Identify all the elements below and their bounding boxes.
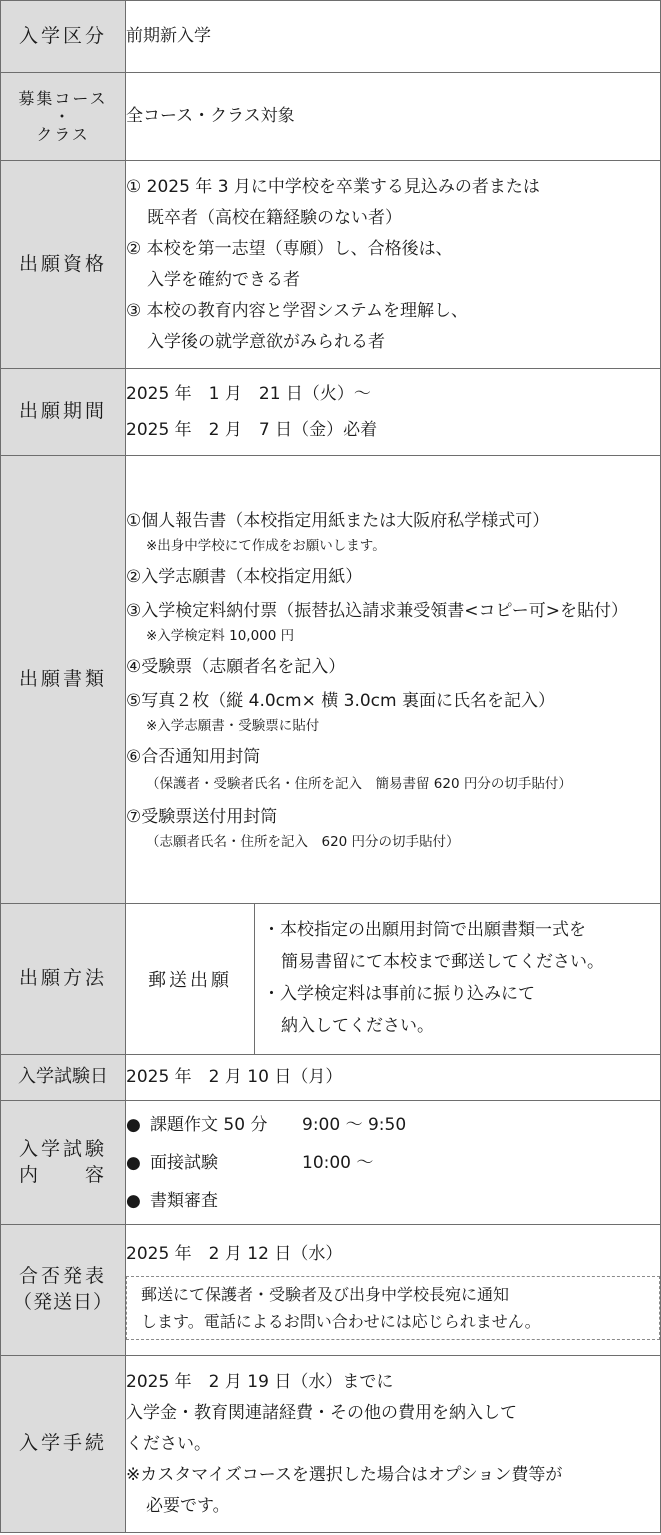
method-note-1-line2: 簡易書留にて本校まで郵送してください。	[281, 952, 604, 972]
course-label-line2: ・	[53, 106, 72, 126]
result-label	[1, 1225, 126, 1356]
documents-value	[126, 456, 661, 904]
document-item-6-text: ⑥合否通知用封筒	[126, 746, 261, 767]
method-label: 出願方法	[1, 904, 126, 1055]
document-item-2	[126, 563, 660, 591]
document-item-5	[126, 687, 660, 737]
row-admission-type	[1, 1, 661, 73]
result-label-line1: 合否発表	[18, 1265, 107, 1288]
row-method	[1, 904, 661, 1055]
bullet-icon: ●	[126, 1152, 141, 1173]
admission-type-label: 入学区分	[1, 1, 126, 73]
row-result	[1, 1225, 661, 1356]
procedure-label: 入学手続	[1, 1356, 126, 1533]
document-item-2-text: ②入学志願書（本校指定用紙）	[126, 566, 363, 587]
result-label-line2: （発送日）	[12, 1291, 113, 1313]
qualification-item-1	[126, 172, 660, 234]
period-line1: 2025 年 1 月 21 日（火）～	[126, 384, 371, 404]
document-item-5-note: ※入学志願書・受験票に貼付	[146, 717, 320, 734]
document-item-5-text: ⑤写真２枚（縦 4.0cm× 横 3.0cm 裏面に氏名を記入）	[126, 690, 555, 711]
document-item-7-note: （志願者氏名・住所を記入 620 円分の切手貼付）	[146, 833, 460, 850]
method-sub-label: 郵送出願	[126, 904, 255, 1054]
document-item-1-text: ①個人報告書（本校指定用紙または大阪府私学様式可）	[126, 510, 550, 531]
procedure-line1: 2025 年 2 月 19 日（水）までに	[126, 1371, 394, 1392]
exam-item-2-name: 面接試験	[150, 1152, 218, 1173]
row-documents	[1, 456, 661, 904]
method-note-2-line2: 納入してください。	[281, 1016, 434, 1036]
result-notice-box	[126, 1276, 660, 1340]
document-item-1	[126, 507, 660, 557]
procedure-line5: 必要です。	[146, 1495, 230, 1516]
exam-date-label: 入学試験日	[1, 1055, 126, 1101]
document-item-6	[126, 743, 660, 797]
exam-content-value	[126, 1101, 661, 1225]
qualification-item-3-line2: 入学後の就学意欲がみられる者	[147, 331, 385, 352]
row-qualification	[1, 161, 661, 369]
qualification-item-1-line1: ① 2025 年 3 月に中学校を卒業する見込みの者または	[126, 176, 540, 197]
course-label-line3: クラス	[36, 124, 90, 144]
exam-item-3	[126, 1182, 660, 1220]
result-value	[126, 1225, 661, 1356]
procedure-line2: 入学金・教育関連諸経費・その他の費用を納入して	[126, 1402, 517, 1423]
method-note-1-line1: ・本校指定の出願用封筒で出願書類一式を	[263, 920, 586, 940]
method-value	[126, 904, 661, 1055]
exam-item-1-name: 課題作文 50 分	[150, 1114, 268, 1135]
qualification-label: 出願資格	[1, 161, 126, 369]
period-value	[126, 369, 661, 456]
procedure-line4: ※カスタマイズコースを選択した場合はオプション費等が	[126, 1464, 563, 1485]
exam-date-value: 2025 年 2 月 10 日（月）	[126, 1055, 661, 1101]
admission-type-value: 前期新入学	[126, 1, 661, 73]
qualification-item-2-line2: 入学を確約できる者	[147, 269, 300, 290]
document-item-3-text: ③入学検定料納付票（振替払込請求兼受領書<コピー可>を貼付）	[126, 600, 629, 621]
qualification-item-2	[126, 234, 660, 296]
qualification-item-2-line1: ② 本校を第一志望（専願）し、合格後は、	[126, 238, 453, 259]
period-line2: 2025 年 2 月 7 日（金）必着	[126, 420, 378, 440]
document-item-1-note: ※出身中学校にて作成をお願いします。	[146, 537, 386, 554]
document-item-4	[126, 653, 660, 681]
exam-item-2	[126, 1144, 660, 1182]
row-course	[1, 73, 661, 161]
exam-content-label-line1: 入学試験	[18, 1137, 107, 1160]
result-notice-line2: します。電話によるお問い合わせには応じられません。	[141, 1311, 541, 1331]
period-label: 出願期間	[1, 369, 126, 456]
qualification-value	[126, 161, 661, 369]
row-procedure	[1, 1356, 661, 1533]
qualification-item-3-line1: ③ 本校の教育内容と学習システムを理解し、	[126, 300, 468, 321]
exam-item-1-time: 9:00 ～ 9:50	[302, 1114, 407, 1135]
document-item-6-note: （保護者・受験者氏名・住所を記入 簡易書留 620 円分の切手貼付）	[146, 775, 572, 792]
document-item-7	[126, 803, 660, 853]
bullet-icon: ●	[126, 1114, 141, 1135]
document-item-3	[126, 597, 660, 647]
row-exam-content	[1, 1101, 661, 1225]
document-item-7-text: ⑦受験票送付用封筒	[126, 806, 278, 827]
result-date: 2025 年 2 月 12 日（水）	[126, 1243, 343, 1264]
exam-item-2-time: 10:00 ～	[302, 1152, 374, 1173]
result-notice-line1: 郵送にて保護者・受験者及び出身中学校長宛に通知	[141, 1284, 510, 1304]
method-inner	[126, 904, 660, 1054]
course-label-line1: 募集コース	[18, 88, 108, 108]
method-note-2-line1: ・入学検定料は事前に振り込みにて	[263, 984, 535, 1004]
row-period	[1, 369, 661, 456]
method-notes	[255, 904, 614, 1054]
document-item-3-note: ※入学検定料 10,000 円	[146, 627, 295, 644]
documents-label: 出願書類	[1, 456, 126, 904]
course-label	[1, 73, 126, 161]
procedure-value	[126, 1356, 661, 1533]
qualification-item-1-line2: 既卒者（高校在籍経験のない者）	[147, 207, 402, 228]
exam-content-label-line2: 内 容	[18, 1163, 107, 1186]
qualification-item-3	[126, 296, 660, 358]
bullet-icon: ●	[126, 1190, 141, 1211]
row-exam-date	[1, 1055, 661, 1101]
exam-content-label	[1, 1101, 126, 1225]
document-item-4-text: ④受験票（志願者名を記入）	[126, 656, 346, 677]
procedure-line3: ください。	[126, 1433, 211, 1454]
exam-item-1	[126, 1106, 660, 1144]
course-value: 全コース・クラス対象	[126, 73, 661, 161]
exam-item-3-name: 書類審査	[150, 1190, 218, 1211]
